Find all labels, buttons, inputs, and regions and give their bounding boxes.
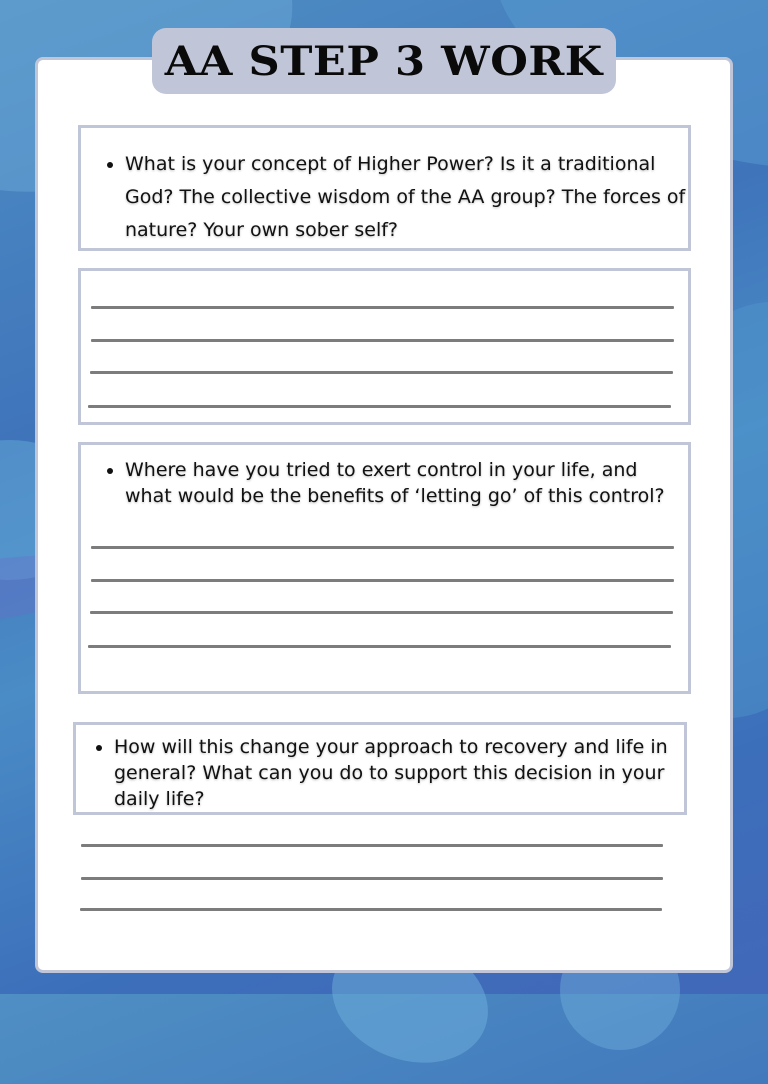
answer-line[interactable] — [91, 306, 674, 309]
answer-line[interactable] — [91, 339, 674, 342]
title-banner — [152, 28, 616, 94]
page-title: AA STEP 3 WORK — [164, 37, 604, 85]
answer-line[interactable] — [91, 546, 674, 549]
answer-line[interactable] — [88, 405, 671, 408]
answer-line[interactable] — [90, 371, 673, 374]
question-box-3 — [73, 722, 687, 815]
question-box-1 — [78, 125, 691, 251]
question-text-1: • What is your concept of Higher Power? Is it a traditional God? The collective wisdom of the AA group? The forces of nature? Your own sober self? — [125, 148, 688, 247]
question-list — [81, 128, 688, 247]
answer-line[interactable] — [81, 877, 663, 880]
question-box-2 — [78, 442, 691, 694]
question-list — [81, 445, 688, 509]
answer-box-1[interactable] — [78, 268, 691, 425]
question-text-2: • Where have you tried to exert control in your life, and what would be the benefits of ‘letting go’ of this control? — [125, 457, 688, 509]
answer-line[interactable] — [90, 611, 673, 614]
answer-line[interactable] — [80, 908, 662, 911]
answer-line[interactable] — [91, 579, 674, 582]
question-text-3: • How will this change your approach to recovery and life in general? What can you do to support this decision in your daily life? — [114, 734, 684, 812]
answer-line[interactable] — [88, 645, 671, 648]
question-list — [76, 725, 684, 812]
answer-line[interactable] — [81, 844, 663, 847]
